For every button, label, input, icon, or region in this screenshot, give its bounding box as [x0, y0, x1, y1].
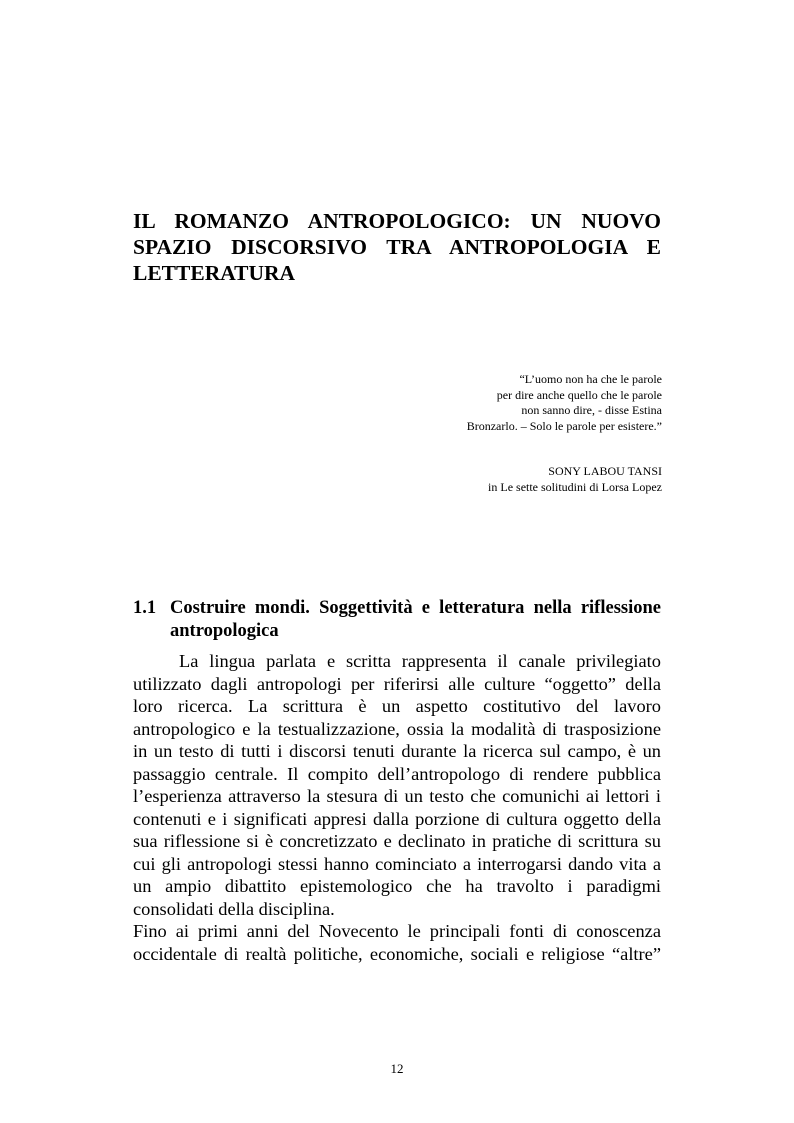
body-line: cui gli antropologi stessi hanno cominciato a interrogarsi dando vita a: [133, 853, 661, 874]
section-number: 1.1: [133, 598, 157, 619]
epigraph-author: SONY LABOU TANSI: [548, 464, 662, 478]
chapter-title-line: SPAZIO DISCORSIVO TRA ANTROPOLOGIA E: [133, 235, 661, 259]
body-line: sua riflessione si è concretizzato e declinato in pratiche di scrittura su: [133, 831, 661, 851]
chapter-title: [133, 208, 661, 286]
section-title-part: Costruire mondi. Soggettività e letteratura nella riflessione: [170, 598, 661, 619]
page-number: 12: [390, 1061, 404, 1076]
epigraph-attribution: [342, 463, 662, 495]
body-line: un ampio dibattito epistemologico che ha travolto i paradigmi: [133, 876, 661, 896]
body-line: passaggio centrale. Il compito dell’antropologo di rendere pubblica: [133, 763, 661, 784]
chapter-title-line: LETTERATURA: [133, 261, 296, 285]
epigraph-line: per dire anche quello che le parole: [496, 387, 662, 402]
body-line: in un testo di tutti i discorsi tenuti durante la ricerca sul campo, è un: [133, 741, 661, 761]
section-heading: [133, 597, 661, 643]
epigraph-line: “L’uomo non ha che le parole: [519, 372, 662, 386]
body-paragraphs: [133, 650, 661, 965]
chapter-title-line: IL ROMANZO ANTROPOLOGICO: UN NUOVO: [133, 209, 661, 233]
section-title-part: antropologica: [170, 621, 279, 642]
body-line: La lingua parlata e scritta rappresenta il canale privilegiato: [179, 651, 661, 671]
epigraph-quote: [342, 372, 662, 434]
body-line: l’esperienza attraverso la stesura di un testo che comunichi ai lettori i: [133, 786, 661, 806]
epigraph-line: Bronzarlo. – Solo le parole per esistere.”: [466, 418, 662, 433]
body-line: Fino ai primi anni del Novecento le principali fonti di conoscenza: [133, 921, 661, 941]
body-line: utilizzato dagli antropologi per riferirsi alle culture “oggetto” della: [133, 673, 661, 694]
epigraph-source: in Le sette solitudini di Lorsa Lopez: [488, 480, 662, 494]
epigraph-line: non sanno dire, - disse Estina: [521, 403, 662, 418]
body-line: antropologico e la testualizzazione, ossia la modalità di trasposizione: [133, 718, 661, 739]
body-line: contenuti e i significati appresi dalla porzione di cultura oggetto della: [133, 808, 661, 829]
section-heading-line: [133, 597, 661, 620]
body-line: consolidati della disciplina.: [133, 898, 335, 919]
body-line: occidentale di realtà politiche, economiche, sociali e religiose “altre”: [133, 943, 661, 964]
body-line: loro ricerca. La scrittura è un aspetto costitutivo del lavoro: [133, 696, 661, 716]
